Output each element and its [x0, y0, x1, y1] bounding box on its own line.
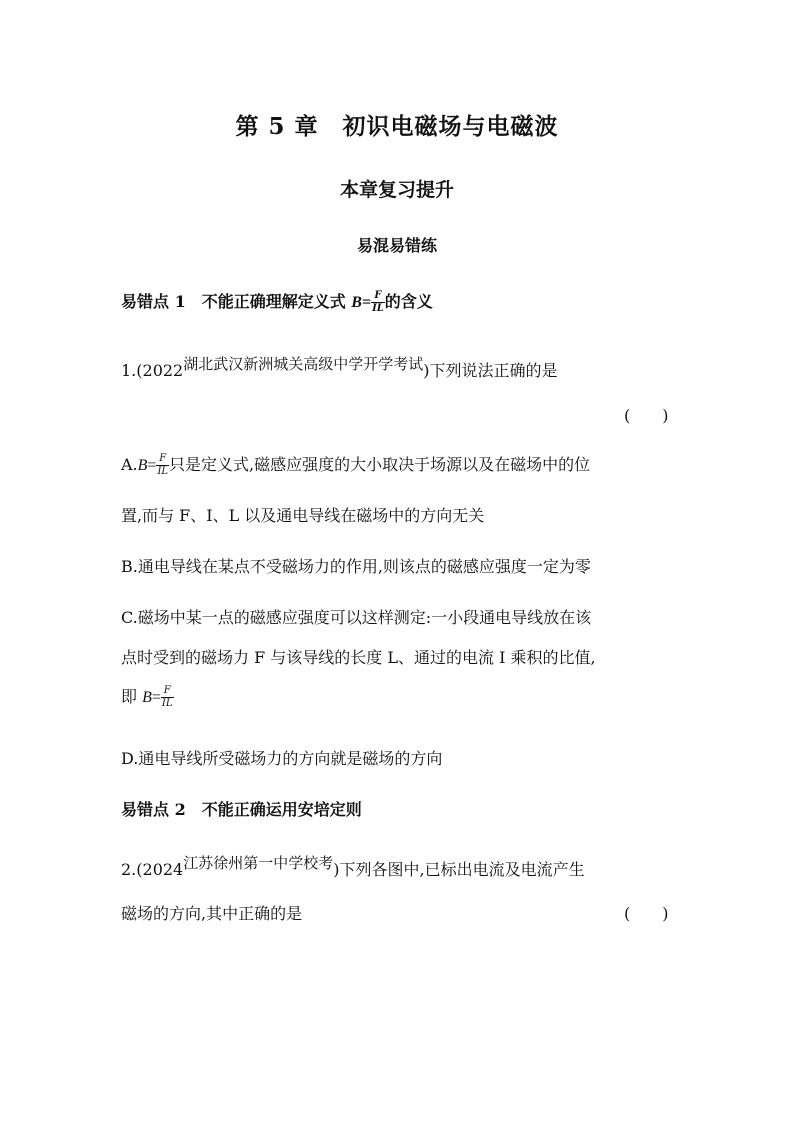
- question-2-stem: [121, 854, 585, 880]
- formula-eq: =: [361, 294, 372, 311]
- option-c-formula-eq: =: [151, 689, 161, 706]
- option-a-line-1: [121, 452, 590, 477]
- error-point-1-heading: [121, 289, 433, 314]
- option-a-formula-b: B: [137, 457, 148, 474]
- option-c-prefix: 即: [121, 687, 143, 706]
- option-a-fraction: [156, 454, 169, 477]
- option-c-line-1: C.磁场中某一点的磁感应强度可以这样测定:一小段通电导线放在该: [121, 608, 592, 627]
- error-point-1-suffix: 的含义: [384, 292, 433, 311]
- question-1-number: 1.(2022: [121, 361, 184, 380]
- option-a-numerator: F: [159, 453, 167, 464]
- option-a-formula-eq: =: [147, 457, 157, 474]
- option-c-formula-b: B: [142, 689, 152, 706]
- option-d: D.通电导线所受磁场力的方向就是磁场的方向: [121, 749, 443, 768]
- question-1-source-close: ): [423, 361, 430, 380]
- option-c-fraction: [161, 686, 174, 709]
- formula-b: B: [351, 294, 362, 311]
- option-a-line-1-text: 只是定义式,磁感应强度的大小取决于场源以及在磁场中的位: [169, 455, 591, 474]
- option-c-line-2: 点时受到的磁场力 F 与该导线的长度 L、通过的电流 I 乘积的比值,: [121, 648, 596, 667]
- option-a-line-2: 置,而与 F、I、L 以及通电导线在磁场中的方向无关: [121, 506, 485, 525]
- question-2-number: 2.(2024: [121, 860, 184, 879]
- formula-fraction: [371, 291, 385, 314]
- option-a-prefix: A.: [121, 455, 138, 474]
- option-c-denominator: IL: [161, 698, 173, 709]
- formula-denominator: IL: [372, 303, 384, 314]
- error-point-2-heading: 易错点 2 不能正确运用安培定则: [121, 800, 362, 819]
- question-2-text-line-1: 下列各图中,已标出电流及电流产生: [339, 860, 585, 879]
- option-c-numerator: F: [163, 685, 171, 696]
- chapter-title: 第 5 章 初识电磁场与电磁波: [235, 113, 559, 140]
- option-b: B.通电导线在某点不受磁场力的作用,则该点的磁感应强度一定为零: [121, 557, 591, 576]
- option-a-denominator: IL: [157, 466, 169, 477]
- question-1-answer-paren: ( ): [624, 406, 669, 425]
- subsection-title: 易混易错练: [356, 236, 437, 255]
- question-2-answer-paren: ( ): [624, 904, 669, 923]
- section-title: 本章复习提升: [339, 179, 454, 201]
- option-c-line-3: [121, 684, 174, 709]
- question-1-stem: [121, 355, 558, 381]
- formula-numerator: F: [374, 290, 382, 301]
- question-2-text-line-2: 磁场的方向,其中正确的是: [121, 904, 303, 923]
- question-1-source: 湖北武汉新洲城关高级中学开学考试: [183, 355, 424, 373]
- question-1-text: 下列说法正确的是: [429, 361, 558, 380]
- question-2-source: 江苏徐州第一中学校考: [183, 854, 334, 872]
- error-point-1-label: 易错点 1 不能正确理解定义式: [121, 292, 352, 311]
- question-2-source-close: ): [333, 860, 340, 879]
